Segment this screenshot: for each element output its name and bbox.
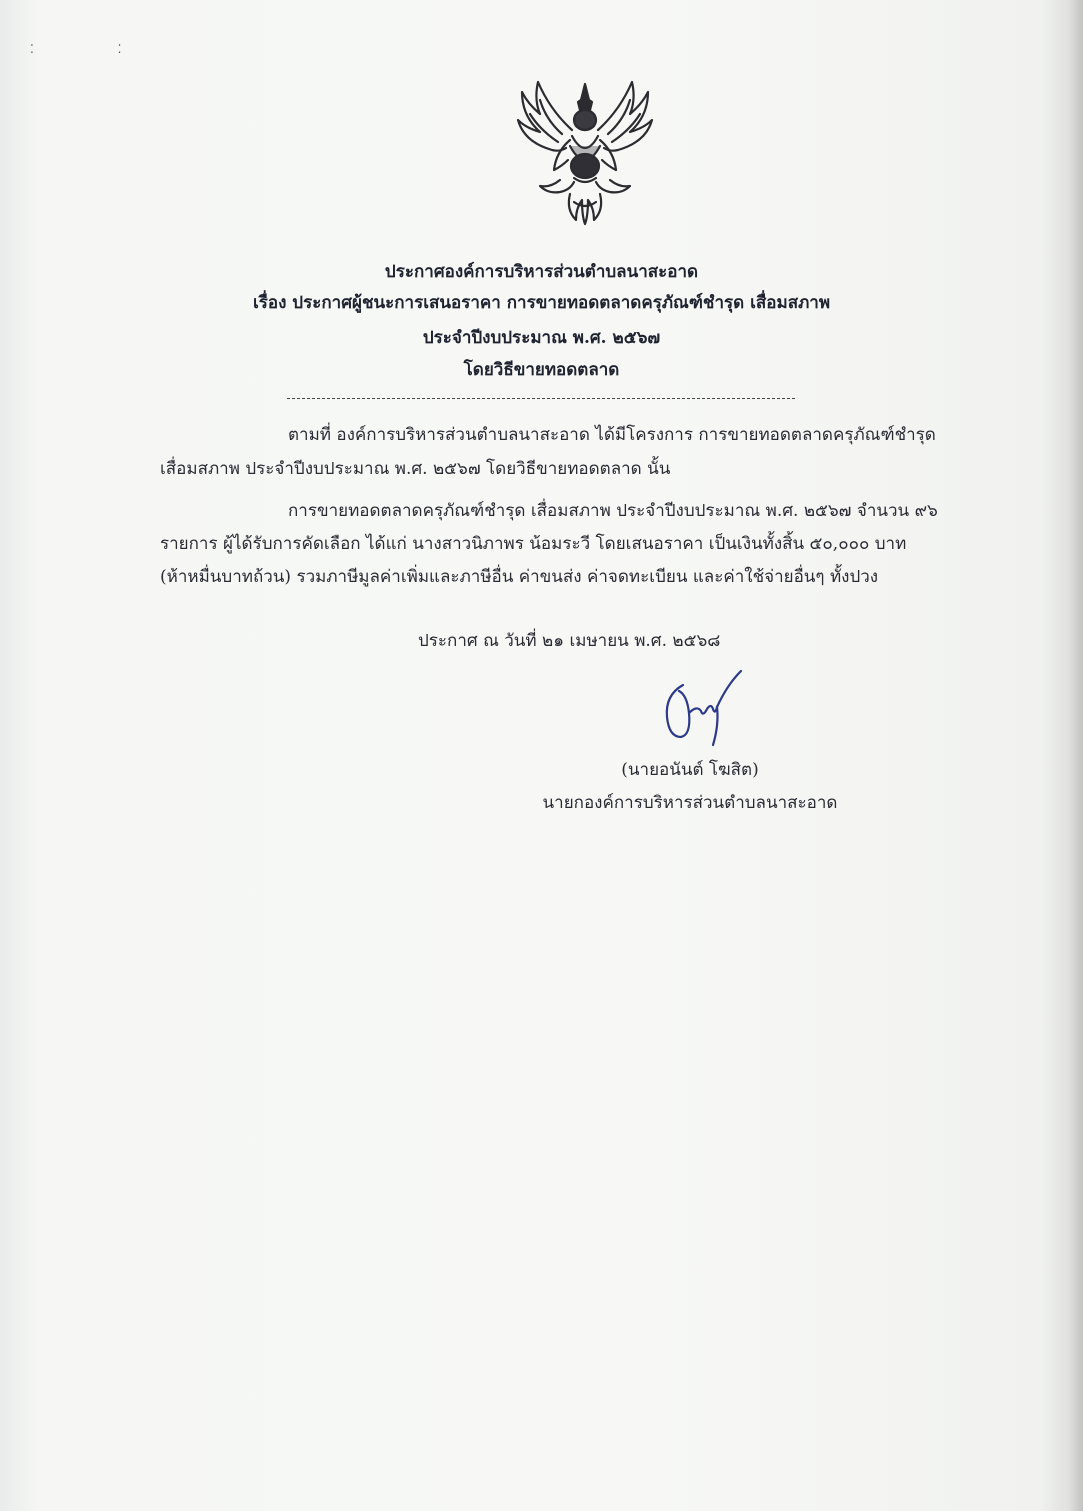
handwritten-signature: [655, 665, 755, 755]
announcement-title: ประกาศองค์การบริหารส่วนตำบลนาสะอาด: [384, 262, 699, 282]
paragraph-1-line-1: ตามที่ องค์การบริหารส่วนตำบลนาสะอาด ได้มีโครงการ การขายทอดตลาดครุภัณฑ์ชำรุด: [288, 425, 936, 445]
signatory-position: นายกองค์การบริหารส่วนตำบลนาสะอาด: [542, 793, 838, 813]
paragraph-2-line-2: รายการ ผู้ได้รับการคัดเลือก ได้แก่ นางสาวนิภาพร น้อมระวี โดยเสนอราคา เป็นเงินทั้งสิ้น ๕๐,๐๐๐ บาท: [160, 534, 907, 554]
paragraph-1-line-2: เสื่อมสภาพ ประจำปีงบประมาณ พ.ศ. ๒๕๖๗ โดยวิธีขายทอดตลาด นั้น: [160, 459, 671, 479]
paragraph-2-line-1: การขายทอดตลาดครุภัณฑ์ชำรุด เสื่อมสภาพ ประจำปีงบประมาณ พ.ศ. ๒๕๖๗ จำนวน ๙๖: [288, 501, 938, 521]
fiscal-year-line: ประจำปีงบประมาณ พ.ศ. ๒๕๖๗: [422, 328, 661, 348]
page-edge-shadow: [1069, 0, 1083, 1511]
scan-specks: ⁚ ⁚: [30, 42, 162, 56]
announcement-date: ประกาศ ณ วันที่ ๒๑ เมษายน พ.ศ. ๒๕๖๘: [418, 631, 721, 651]
title-divider: [287, 398, 795, 399]
paragraph-2-line-3: (ห้าหมื่นบาทถ้วน) รวมภาษีมูลค่าเพิ่มและภาษีอื่น ค่าขนส่ง ค่าจดทะเบียน และค่าใช้จ่ายอื่นๆ ทั้งปวง: [160, 567, 879, 587]
garuda-emblem-icon: [510, 70, 660, 230]
announcement-subject: เรื่อง ประกาศผู้ชนะการเสนอราคา การขายทอดตลาดครุภัณฑ์ชำรุด เสื่อมสภาพ: [252, 293, 831, 313]
signatory-name: (นายอนันต์ โฆสิต): [621, 760, 759, 780]
method-line: โดยวิธีขายทอดตลาด: [463, 360, 620, 380]
